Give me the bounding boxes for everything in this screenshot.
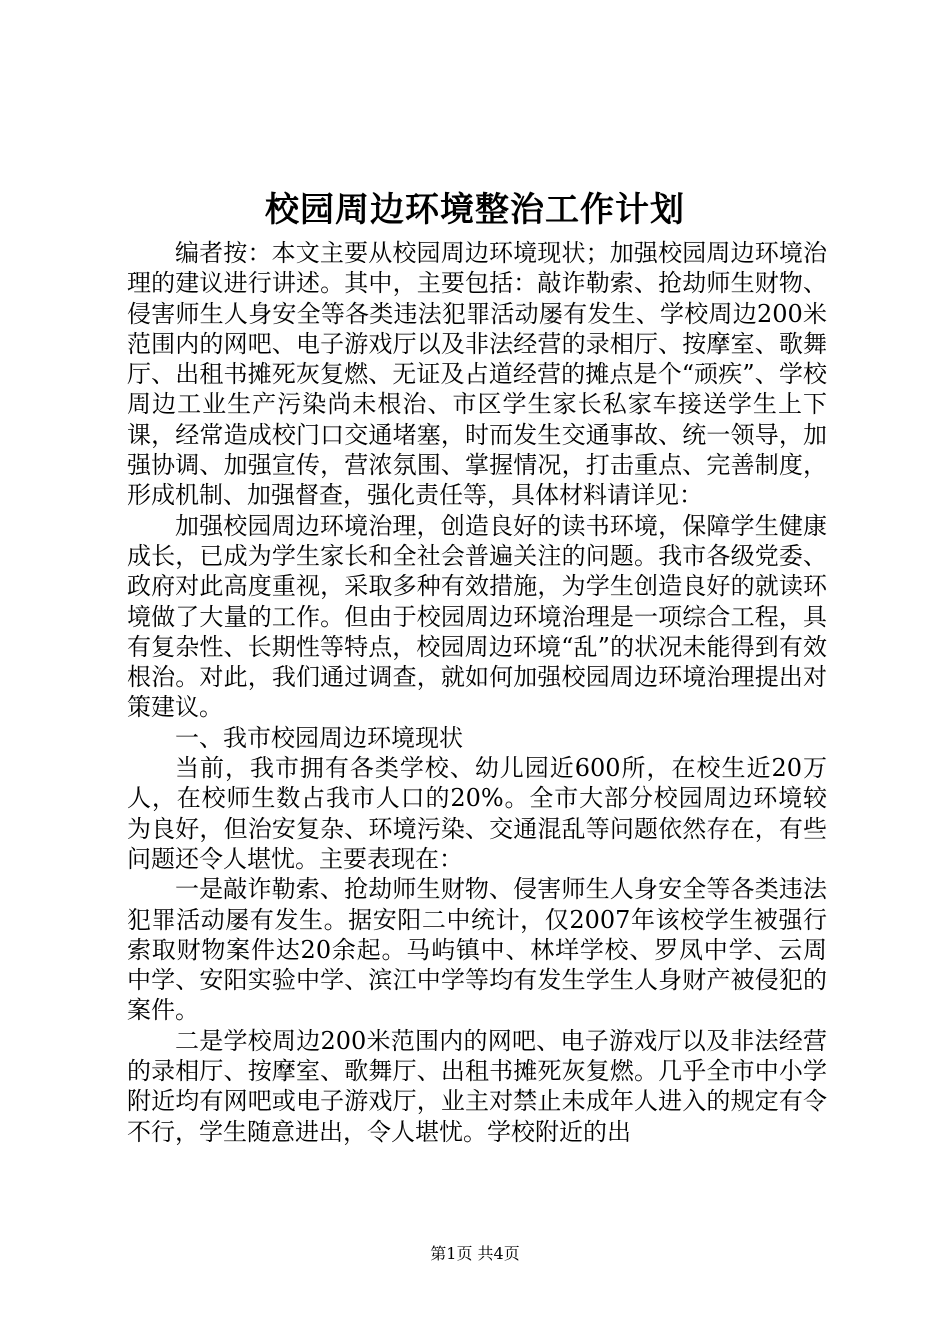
paragraph-point-one: 一是敲诈勒索、抢劫师生财物、侵害师生人身安全等各类违法犯罪活动屡有发生。据安阳二中统计，仅2007年该校学生被强行索取财物案件达20余起。马屿镇中、林垟学校、罗凤中学、云周中学、安阳实验中学、滨江中学等均有发生学生人身财产被侵犯的案件。 [127,875,827,1025]
page-footer: 第1页 共4页 [430,1244,520,1263]
section-heading: 一、我市校园周边环境现状 [175,723,463,752]
document-title: 校园周边环境整治工作计划 [265,190,685,230]
paragraph-point-two: 二是学校周边200米范围内的网吧、电子游戏厅以及非法经营的录相厅、按摩室、歌舞厅、出租书摊死灰复燃。几乎全市中小学附近均有网吧或电子游戏厅，业主对禁止未成年人进入的规定有令不行，学生随意进出，令人堪忧。学校附近的出 [127,1026,827,1146]
document-body [127,238,827,1147]
paragraph-current-status: 当前，我市拥有各类学校、幼儿园近600所，在校生近20万人，在校师生数占我市人口的20%。全市大部分校园周边环境较为良好，但治安复杂、环境污染、交通混乱等问题依然存在，有些问题还令人堪忧。主要表现在： [127,754,827,873]
paragraph-intro: 加强校园周边环境治理，创造良好的读书环境，保障学生健康成长，已成为学生家长和全社会普遍关注的问题。我市各级党委、政府对此高度重视，采取多种有效措施，为学生创造良好的就读环境做了大量的工作。但由于校园周边环境治理是一项综合工程，具有复杂性、长期性等特点，校园周边环境“乱”的状况未能得到有效根治。对此，我们通过调查，就如何加强校园周边环境治理提出对策建议。 [127,511,827,722]
paragraph-editor-note: 编者按：本文主要从校园周边环境现状；加强校园周边环境治理的建议进行讲述。其中，主要包括：敲诈勒索、抢劫师生财物、侵害师生人身安全等各类违法犯罪活动屡有发生、学校周边200米范围内的网吧、电子游戏厅以及非法经营的录相厅、按摩室、歌舞厅、出租书摊死灰复燃、无证及占道经营的摊点是个“顽疾”、学校周边工业生产污染尚未根治、市区学生家长私家车接送学生上下课，经常造成校门口交通堵塞，时而发生交通事故、统一领导，加强协调、加强宣传，营浓氛围、掌握情况，打击重点、完善制度，形成机制、加强督查，强化责任等，具体材料请详见： [127,239,827,510]
